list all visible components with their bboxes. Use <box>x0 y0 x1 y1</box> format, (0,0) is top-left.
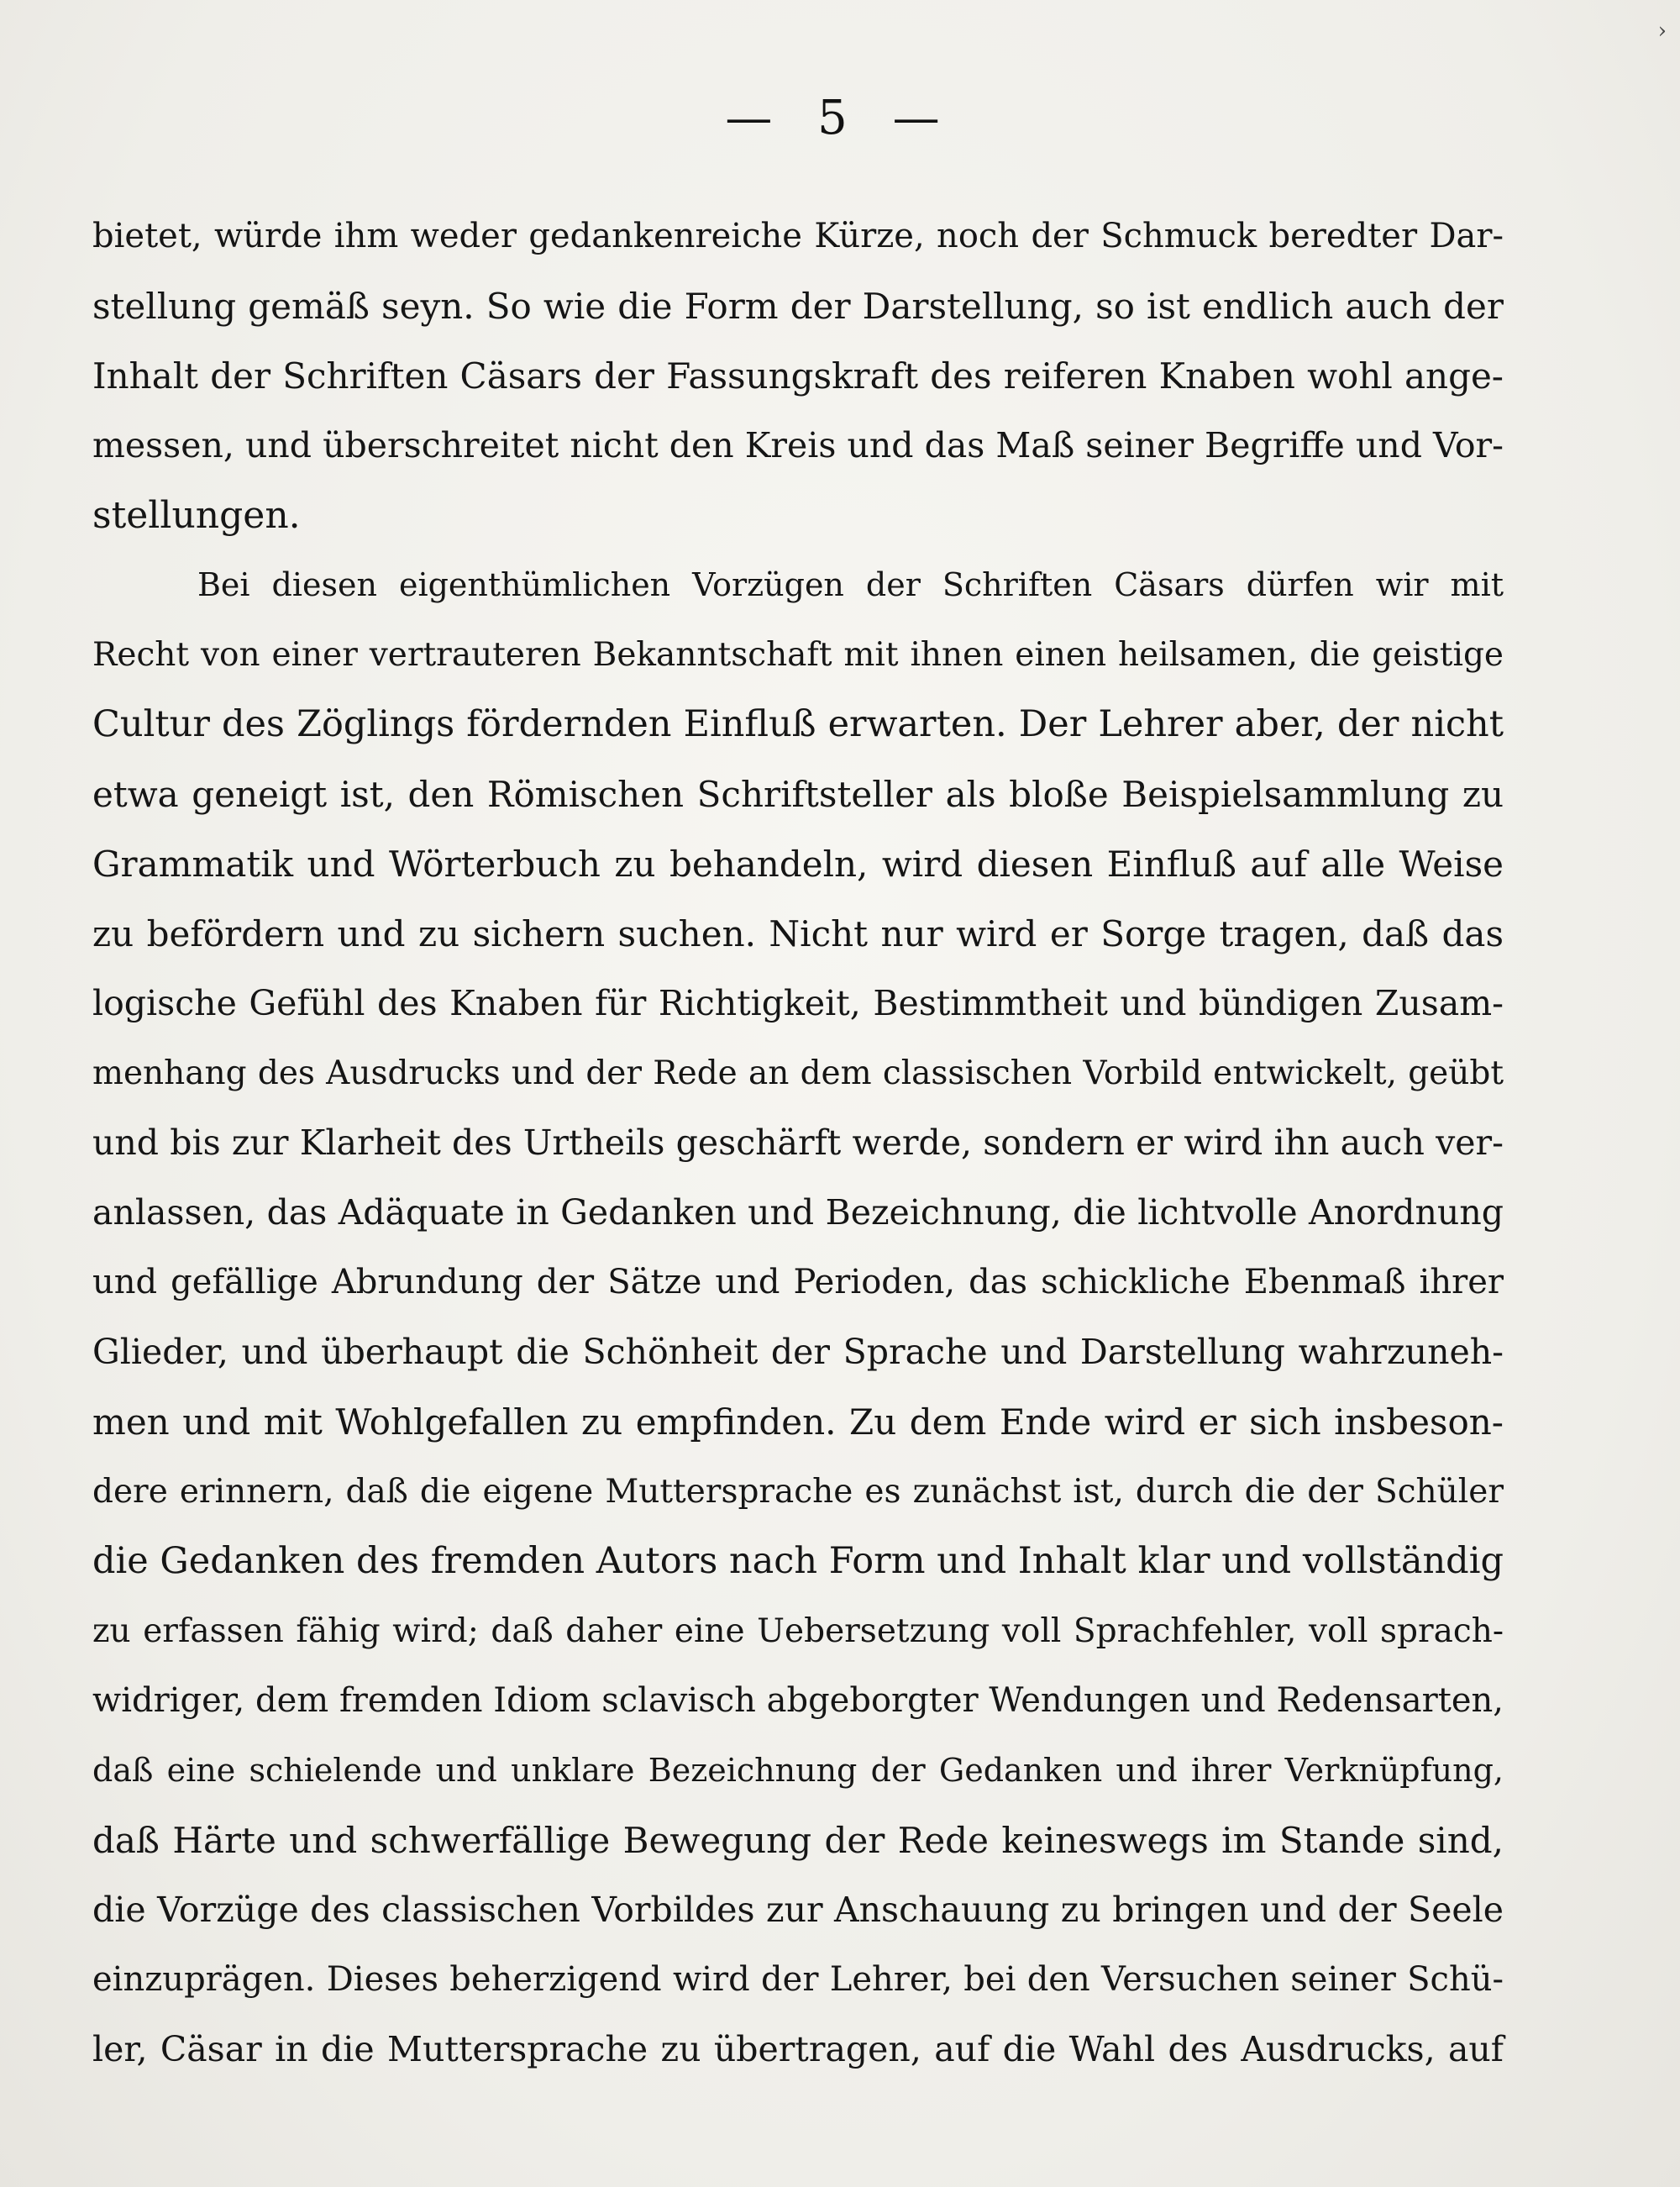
text-line: die Gedanken des fremden Autors nach Form und Inhalt klar und vollständig <box>92 1540 1504 1582</box>
text-line: messen, und überschreitet nicht den Kreis und das Maß seiner Begriffe und Vor- <box>92 425 1504 465</box>
body-text <box>92 202 1504 2084</box>
text-line: logische Gefühl des Knaben für Richtigkeit, Bestimmtheit und bündigen Zusam- <box>92 983 1504 1023</box>
paragraph-1 <box>92 202 1504 550</box>
text-line: stellungen. <box>92 494 301 537</box>
text-line: men und mit Wohlgefallen zu empfinden. Zu dem Ende wird er sich insbeson- <box>92 1401 1504 1443</box>
text-line: bietet, würde ihm weder gedankenreiche Kürze, noch der Schmuck beredter Dar- <box>92 217 1504 255</box>
text-line: und bis zur Klarheit des Urtheils geschärft werde, sondern er wird ihn auch ver- <box>92 1122 1504 1163</box>
text-line: etwa geneigt ist, den Römischen Schriftsteller als bloße Beispielsammlung zu <box>92 774 1504 815</box>
text-line: Recht von einer vertrauteren Bekanntschaft mit ihnen einen heilsamen, die geistige <box>92 636 1504 674</box>
text-line: einzuprägen. Dieses beherzigend wird der Lehrer, bei den Versuchen seiner Schü- <box>92 1960 1504 1999</box>
text-line: zu erfassen fähig wird; daß daher eine Uebersetzung voll Sprachfehler, voll sprach- <box>92 1612 1504 1650</box>
paragraph-2 <box>92 550 1504 2084</box>
text-line: anlassen, das Adäquate in Gedanken und Bezeichnung, die lichtvolle Anordnung <box>92 1192 1504 1233</box>
text-line: Grammatik und Wörterbuch zu behandeln, wird diesen Einfluß auf alle Weise <box>92 844 1504 885</box>
text-line: die Vorzüge des classischen Vorbildes zur Anschauung zu bringen und der Seele <box>92 1890 1504 1930</box>
corner-mark: › <box>1657 18 1667 44</box>
text-line: und gefällige Abrundung der Sätze und Perioden, das schickliche Ebenmaß ihrer <box>92 1263 1504 1301</box>
text-line: stellung gemäß seyn. So wie die Form der Darstellung, so ist endlich auch der <box>92 286 1504 327</box>
text-line: Glieder, und überhaupt die Schönheit der Sprache und Darstellung wahrzuneh- <box>92 1332 1504 1372</box>
text-line: daß Härte und schwerfällige Bewegung der Rede keineswegs im Stande sind, <box>92 1820 1504 1861</box>
text-line: widriger, dem fremden Idiom sclavisch abgeborgter Wendungen und Redensarten, <box>92 1681 1504 1720</box>
text-line: zu befördern und zu sichern suchen. Nicht nur wird er Sorge tragen, daß das <box>92 913 1504 954</box>
text-line: Cultur des Zöglings fördernden Einfluß erwarten. Der Lehrer aber, der nicht <box>92 703 1504 745</box>
page-number: — 5 — <box>725 91 955 145</box>
text-line: dere erinnern, daß die eigene Muttersprache es zunächst ist, durch die der Schüler <box>92 1473 1504 1511</box>
text-line: Bei diesen eigenthümlichen Vorzügen der Schriften Cäsars dürfen wir mit <box>197 566 1504 603</box>
text-line: Inhalt der Schriften Cäsars der Fassungskraft des reiferen Knaben wohl ange- <box>92 355 1504 397</box>
text-line: ler, Cäsar in die Muttersprache zu übertragen, auf die Wahl des Ausdrucks, auf <box>92 2029 1504 2069</box>
text-line: daß eine schielende und unklare Bezeichnung der Gedanken und ihrer Verknüpfung, <box>92 1752 1504 1789</box>
text-line: menhang des Ausdrucks und der Rede an dem classischen Vorbild entwickelt, geübt <box>92 1054 1504 1092</box>
